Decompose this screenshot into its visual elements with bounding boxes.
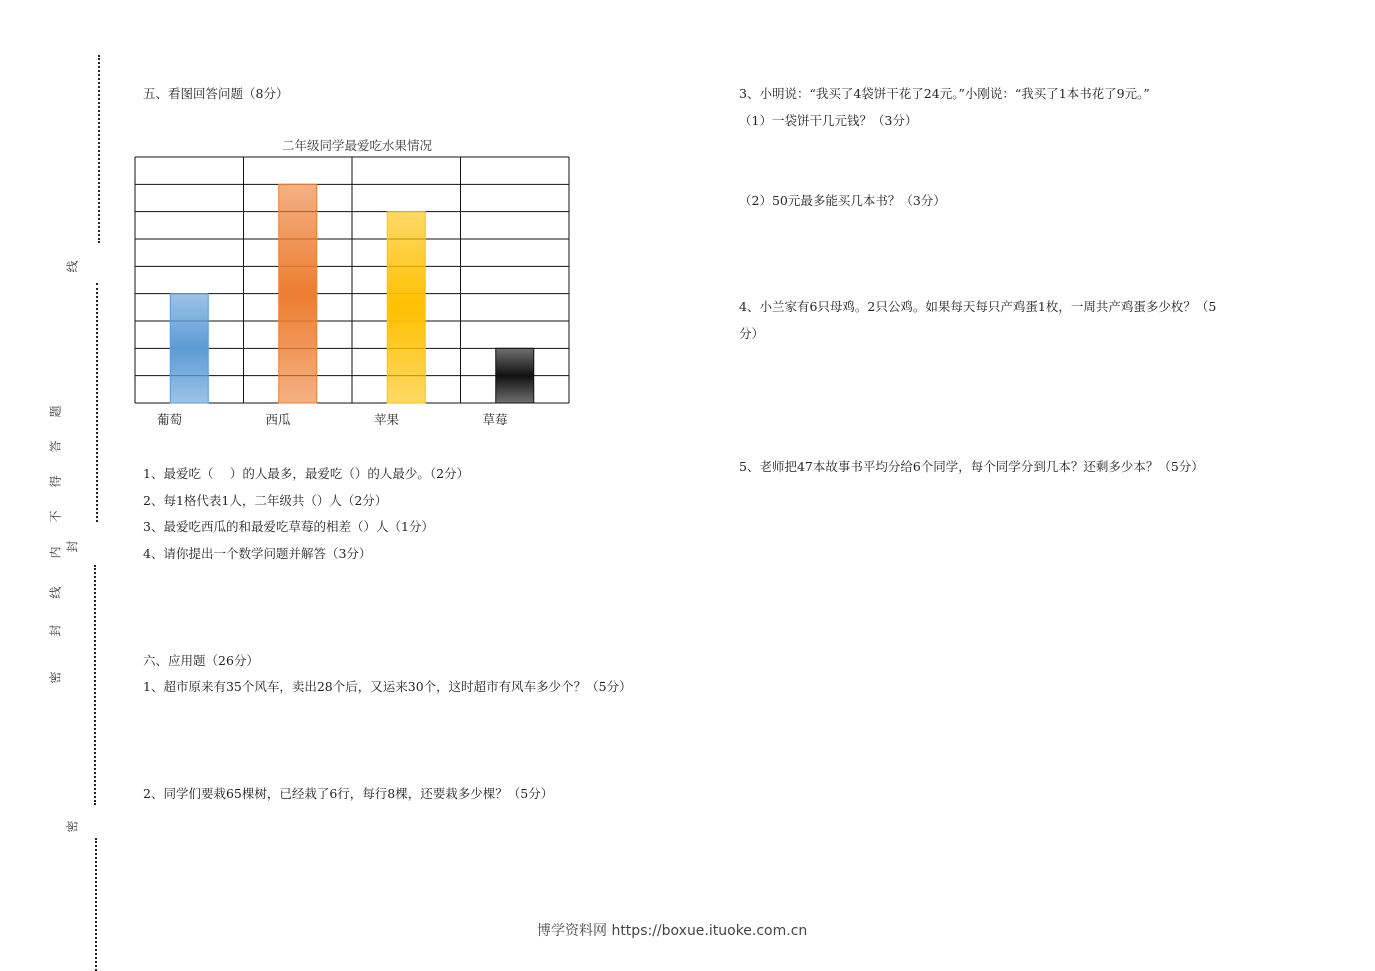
section5-question-1: 1、最爱吃（ ）的人最多，最爱吃（）的人最少。（2分） [143,466,470,481]
margin-char: 封 [65,540,80,553]
section6-question-3: 3、小明说：“我买了4袋饼干花了24元。”小刚说：“我买了1本书花了9元。” [739,86,1150,101]
binding-dotted-line [98,55,100,243]
bar-4 [496,348,534,403]
section5-question-2: 2、每1格代表1人，二年级共（）人（2分） [143,493,388,508]
bar-2 [279,184,317,403]
bar-3 [387,212,425,403]
margin-char: 不 [48,510,63,523]
category-label: 西瓜 [265,412,291,427]
fruit-bar-chart [130,132,580,432]
chart-category-labels [157,412,508,427]
section6-question-3-2: （2）50元最多能买几本书？（3分） [739,193,946,208]
section6-title: 六、应用题（26分） [143,653,259,668]
section5-question-4: 4、请你提出一个数学问题并解答（3分） [143,546,372,561]
margin-char: 得 [48,475,63,488]
footer-watermark: 博学资料网 https://boxue.ituoke.com.cn [537,923,808,939]
section6-question-2: 2、同学们要栽65棵树，已经栽了6行，每行8棵，还要栽多少棵？（5分） [143,786,554,801]
margin-char: 密 [48,671,63,684]
section6-question-1: 1、超市原来有35个风车，卖出28个后，又运来30个，这时超市有风车多少个？（5分） [143,679,632,694]
section5-question-3: 3、最爱吃西瓜的和最爱吃草莓的相差（）人（1分） [143,519,434,534]
section6-question-4: 4、小兰家有6只母鸡。2只公鸡。如果每天每只产鸡蛋1枚，一周共产鸡蛋多少枚？（5 [739,299,1217,314]
margin-char: 密 [65,820,80,833]
section6-question-5: 5、老师把47本故事书平均分给6个同学，每个同学分到几本？还剩多少本？（5分） [739,459,1204,474]
margin-char: 题 [48,405,63,418]
section6-question-3-1: （1）一袋饼干几元钱？（3分） [739,113,918,128]
binding-dotted-line [95,838,97,971]
binding-dotted-line [94,565,96,805]
chart-title: 二年级同学最爱吃水果情况 [281,138,433,153]
section5-title: 五、看图回答问题（8分） [143,86,289,101]
binding-dotted-line [96,283,98,522]
section6-question-4-cont: 分） [739,326,765,341]
margin-char: 线 [65,260,80,273]
category-label: 葡萄 [157,412,183,427]
bar-1 [170,294,208,403]
margin-char: 封 [48,624,63,637]
margin-char: 内 [48,546,63,559]
margin-char: 答 [48,440,63,453]
margin-char: 线 [48,586,63,599]
category-label: 苹果 [374,412,400,427]
category-label: 草莓 [482,412,508,427]
